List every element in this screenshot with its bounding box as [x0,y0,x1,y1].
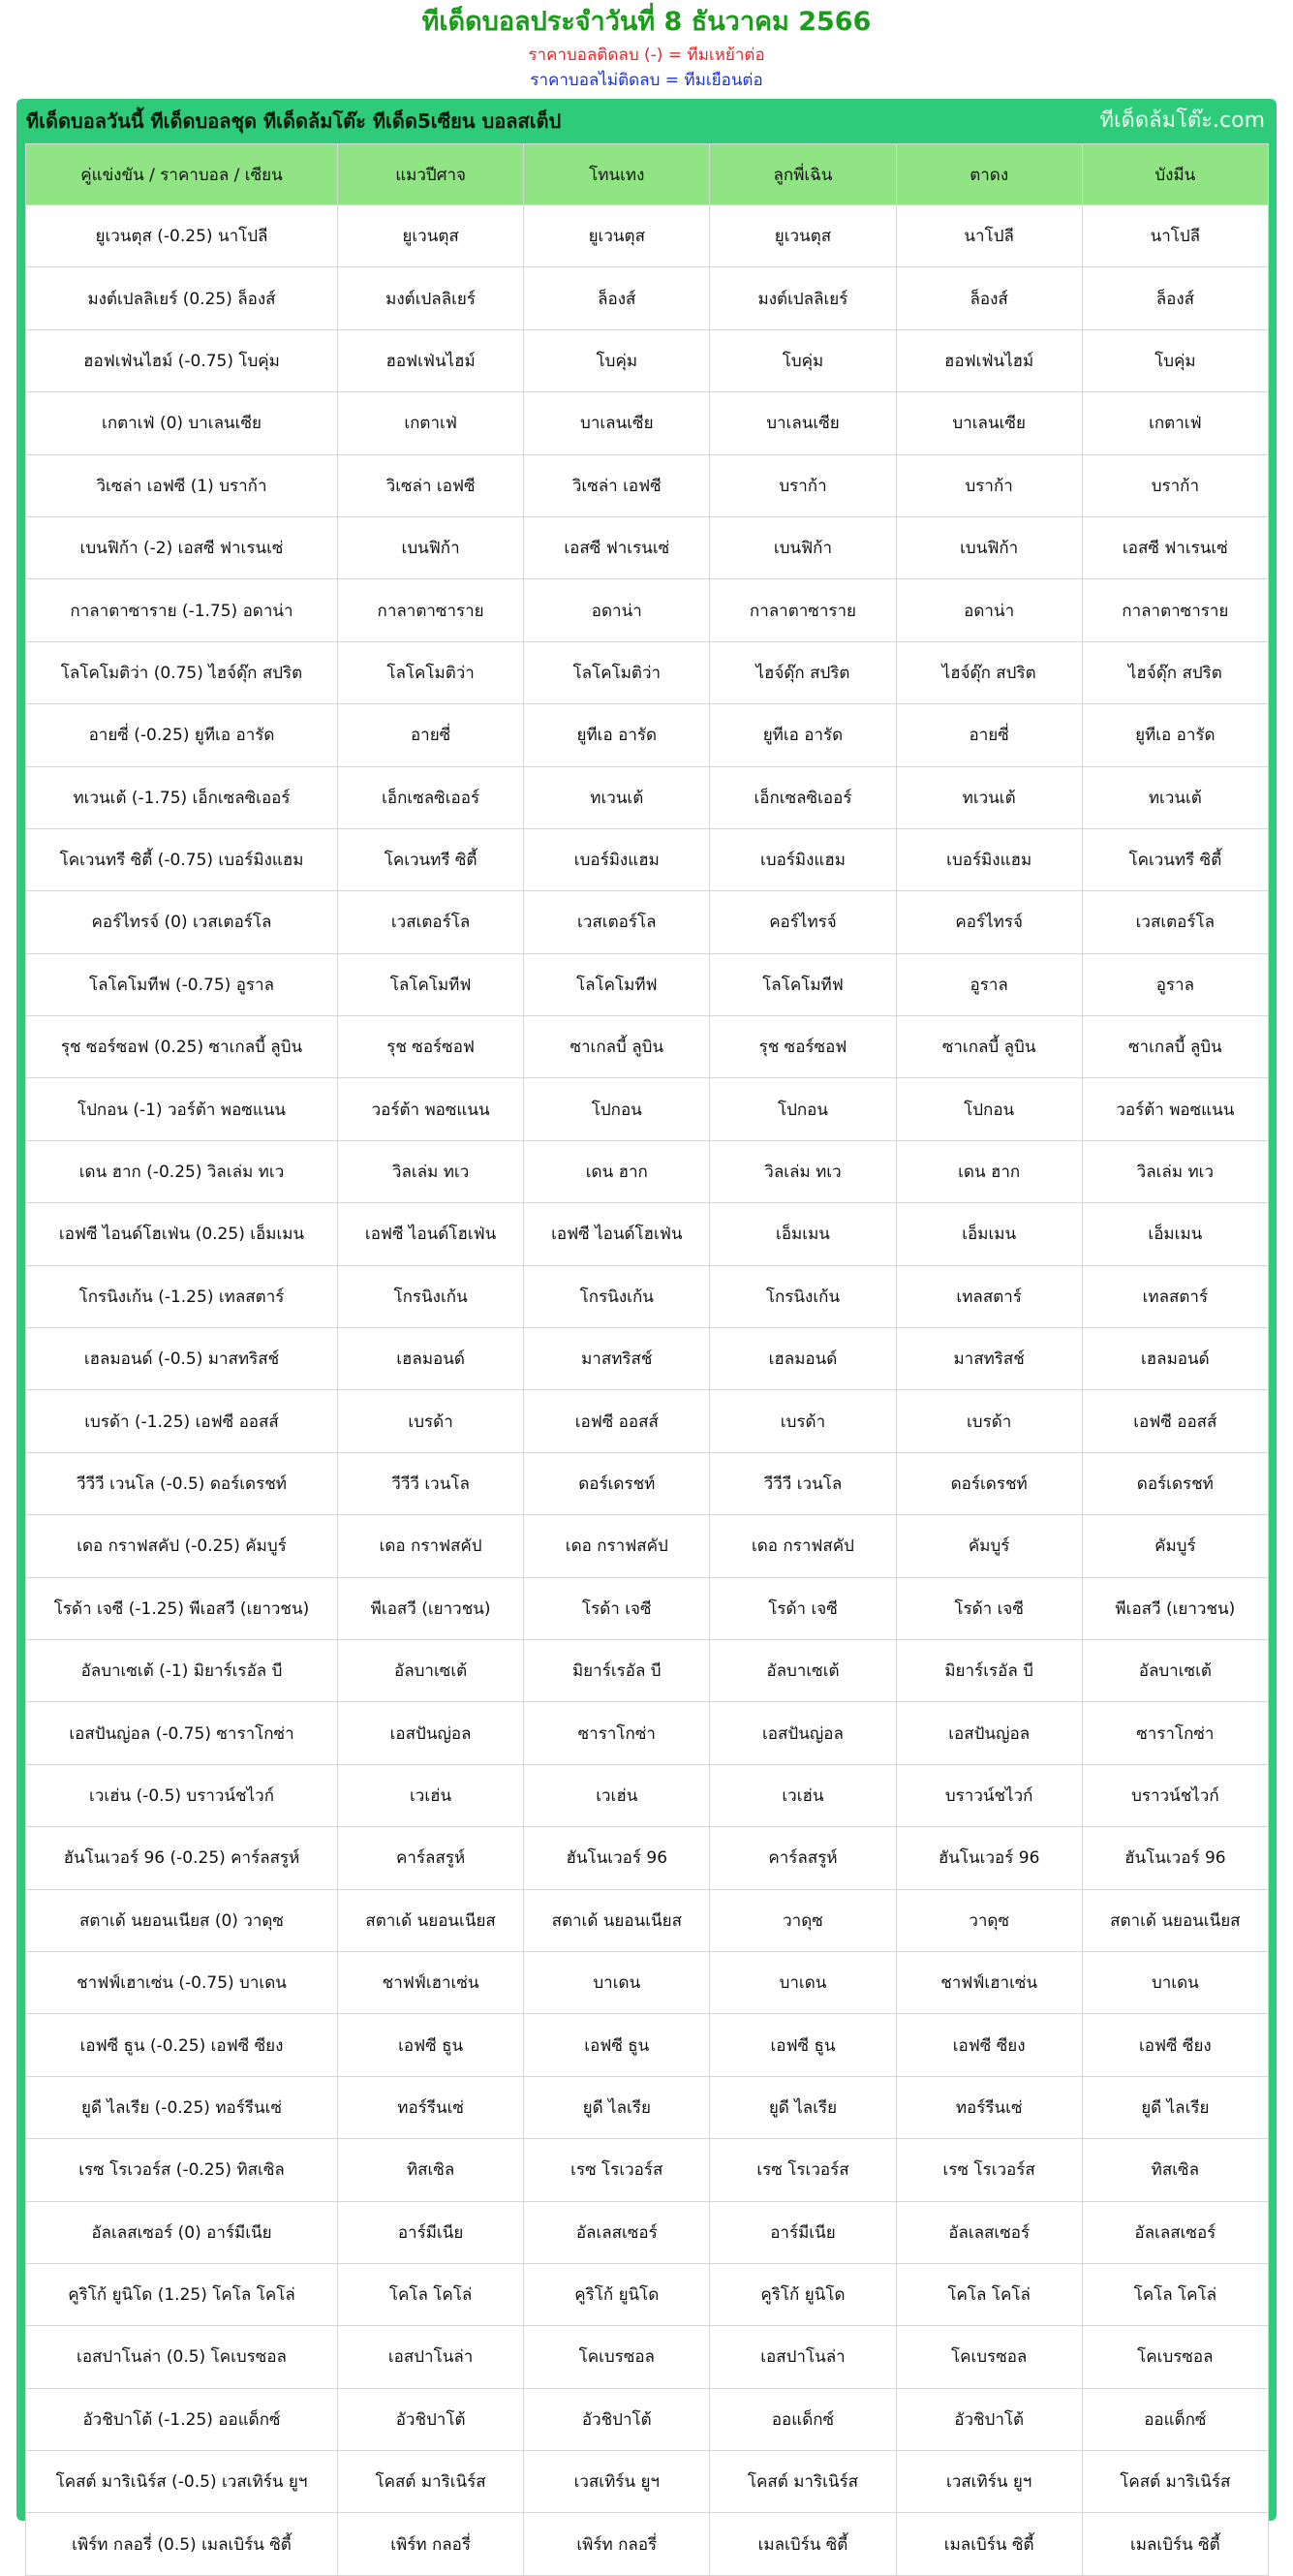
tip-cell: เวสเตอร์โล [1082,891,1268,953]
tip-cell: เอสปาโนล่า [710,2326,896,2388]
tip-cell: วาดุซ [710,1889,896,1951]
tip-cell: มาสทริสช์ [896,1328,1082,1390]
tip-cell: ทิสเซิล [1082,2139,1268,2201]
match-cell: อัลเลสเซอร์ (0) อาร์มีเนีย [26,2201,338,2263]
tip-cell: อัลเลสเซอร์ [896,2201,1082,2263]
table-row [26,1328,1269,1390]
tip-cell: วิเซล่า เอฟซี [524,454,710,516]
match-cell: ชาฟฟ์เฮาเซ่น (-0.75) บาเดน [26,1951,338,2013]
tip-cell: เอ็กเซลซิเออร์ [338,766,524,828]
tip-cell: คอร์ไทรจ์ [896,891,1082,953]
tip-cell: ล็องส์ [1082,267,1268,329]
tip-cell: วีวีวี เวนโล [338,1452,524,1514]
tip-cell: วิเซล่า เอฟซี [338,454,524,516]
table-row [26,1016,1269,1078]
tip-cell: บาเดน [710,1951,896,2013]
tip-cell: บาเดน [1082,1951,1268,2013]
tip-cell: บาเลนเซีย [710,392,896,454]
tip-cell: โรด้า เจซี [524,1577,710,1639]
table-row [26,828,1269,890]
panel-title: ทีเด็ดบอลวันนี้ ทีเด็ดบอลชุด ทีเด็ดล้มโต๊ะ ทีเด็ด5เซียน บอลสเต็ป [26,109,562,133]
table-row [26,516,1269,578]
tip-cell: เบรด้า [710,1390,896,1452]
tip-cell: โลโคโมทีฟ [524,953,710,1015]
tip-cell: อดาน่า [524,579,710,641]
tip-cell: คัมบูร์ [1082,1515,1268,1577]
tip-cell: ชาฟฟ์เฮาเซ่น [338,1951,524,2013]
tip-cell: ดอร์เดรชท์ [1082,1452,1268,1514]
tip-cell: ทอร์รีนเซ่ [896,2076,1082,2138]
tip-cell: ยูเวนตุส [524,205,710,267]
tip-cell: วิลเล่ม ทเว [1082,1140,1268,1202]
tip-cell: เวสเตอร์โล [524,891,710,953]
tip-cell: ทเวนเต้ [896,766,1082,828]
tip-cell: โลโคโมติว่า [524,641,710,703]
table-row [26,1702,1269,1764]
tip-cell: ซาเกลบี้ ลูบิน [896,1016,1082,1078]
match-cell: โคสต์ มาริเนิร์ส (-0.5) เวสเทิร์น ยูฯ [26,2451,338,2513]
tip-cell: โลโคโมติว่า [338,641,524,703]
tip-cell: เอ็มเมน [710,1203,896,1265]
match-cell: เรซ โรเวอร์ส (-0.25) ทิสเซิล [26,2139,338,2201]
tip-cell: บราวน์ชไวก์ [1082,1764,1268,1826]
tip-cell: เมลเบิร์น ซิตี้ [1082,2513,1268,2575]
match-cell: ยูดี ไลเรีย (-0.25) ทอร์รีนเซ่ [26,2076,338,2138]
tip-cell: เอสซี ฟาเรนเซ่ [1082,516,1268,578]
tip-cell: อัลบาเซเต้ [710,1639,896,1701]
match-cell: เอสปาโนล่า (0.5) โคเบรซอล [26,2326,338,2388]
match-cell: วิเซล่า เอฟซี (1) บราก้า [26,454,338,516]
tip-cell: คาร์ลสรูห์ [338,1827,524,1889]
tip-cell: เอสปันญ่อล [710,1702,896,1764]
tip-cell: เมลเบิร์น ซิตี้ [710,2513,896,2575]
match-cell: ทเวนเต้ (-1.75) เอ็กเซลซิเออร์ [26,766,338,828]
match-cell: เฮลมอนด์ (-0.5) มาสทริสช์ [26,1328,338,1390]
table-row [26,1951,1269,2013]
table-row [26,1515,1269,1577]
match-cell: ฮันโนเวอร์ 96 (-0.25) คาร์ลสรูห์ [26,1827,338,1889]
tip-cell: ยูดี ไลเรีย [524,2076,710,2138]
tip-cell: กาลาตาซาราย [338,579,524,641]
column-header-tipster: โทนเทง [524,144,710,205]
tip-cell: ซาเกลบี้ ลูบิน [524,1016,710,1078]
tip-cell: เวเฮ่น [524,1764,710,1826]
tip-cell: อาร์มีเนีย [338,2201,524,2263]
tip-cell: ไฮจ์ดุ๊ก สปริต [896,641,1082,703]
tip-cell: วาดุซ [896,1889,1082,1951]
tip-cell: ออแด็กซ์ [710,2388,896,2450]
tip-cell: เบอร์มิงแฮม [710,828,896,890]
match-cell: โรด้า เจซี (-1.25) พีเอสวี (เยาวชน) [26,1577,338,1639]
match-cell: เพิร์ท กลอรี่ (0.5) เมลเบิร์น ซิตี้ [26,2513,338,2575]
table-row [26,205,1269,267]
tip-cell: บราวน์ชไวก์ [896,1764,1082,1826]
tip-cell: เอสปาโนล่า [338,2326,524,2388]
tip-cell: เวเฮ่น [710,1764,896,1826]
tip-cell: เดอ กราฟสคัป [710,1515,896,1577]
tip-cell: อดาน่า [896,579,1082,641]
table-row [26,1140,1269,1202]
tip-cell: เบอร์มิงแฮม [896,828,1082,890]
tip-cell: โคเบรซอล [524,2326,710,2388]
tip-cell: ไฮจ์ดุ๊ก สปริต [710,641,896,703]
tip-cell: โปกอน [896,1078,1082,1140]
tip-cell: มงต์เปลลิเยร์ [338,267,524,329]
tip-cell: ออแด็กซ์ [1082,2388,1268,2450]
table-body [26,205,1269,2576]
tip-cell: ล็องส์ [524,267,710,329]
site-brand[interactable]: ทีเด็ดล้มโต๊ะ.com [1099,109,1265,133]
table-row [26,2388,1269,2450]
tip-cell: ดอร์เดรชท์ [524,1452,710,1514]
tip-cell: เอ็มเมน [896,1203,1082,1265]
tip-cell: นาโปลี [1082,205,1268,267]
table-header-row [26,144,1269,205]
tip-cell: เอสปันญ่อล [896,1702,1082,1764]
match-cell: โลโคโมติว่า (0.75) ไฮจ์ดุ๊ก สปริต [26,641,338,703]
tip-cell: บราก้า [710,454,896,516]
tip-cell: เบนฟิก้า [896,516,1082,578]
match-cell: เดอ กราฟสคัป (-0.25) คัมบูร์ [26,1515,338,1577]
match-cell: โกรนิงเก้น (-1.25) เทลสตาร์ [26,1265,338,1327]
tip-cell: บราก้า [896,454,1082,516]
tip-cell: อูราล [896,953,1082,1015]
tip-cell: โปกอน [524,1078,710,1140]
tip-cell: เอฟซี ธูน [524,2014,710,2076]
tips-panel [16,99,1277,2555]
match-cell: อัลบาเซเต้ (-1) มิยาร์เรอัล บี [26,1639,338,1701]
tip-cell: เอฟซี ออสส์ [524,1390,710,1452]
tip-cell: โคสต์ มาริเนิร์ส [1082,2451,1268,2513]
tip-cell: โคสต์ มาริเนิร์ส [710,2451,896,2513]
tip-cell: เวเฮ่น [338,1764,524,1826]
tip-cell: เวสเตอร์โล [338,891,524,953]
tip-cell: เวสเทิร์น ยูฯ [896,2451,1082,2513]
tip-cell: อาร์มีเนีย [710,2201,896,2263]
tip-cell: พีเอสวี (เยาวชน) [338,1577,524,1639]
tip-cell: บาเดน [524,1951,710,2013]
tip-cell: เบนฟิก้า [338,516,524,578]
tip-cell: โลโคโมทีฟ [710,953,896,1015]
column-header-tipster: บังมีน [1082,144,1268,205]
table-row [26,641,1269,703]
tip-cell: รุช ซอร์ซอฟ [338,1016,524,1078]
tip-cell: ล็องส์ [896,267,1082,329]
tip-cell: มาสทริสช์ [524,1328,710,1390]
tip-cell: โกรนิงเก้น [524,1265,710,1327]
column-header-tipster: แมวปีศาจ [338,144,524,205]
table-row [26,1639,1269,1701]
tip-cell: บราก้า [1082,454,1268,516]
tip-cell: อัวชิปาโต้ [896,2388,1082,2450]
tip-cell: เอฟซี ซียง [896,2014,1082,2076]
tip-cell: ทเวนเต้ [1082,766,1268,828]
tip-cell: โคสต์ มาริเนิร์ส [338,2451,524,2513]
tip-cell: เพิร์ท กลอรี่ [524,2513,710,2575]
tip-cell: เอสปันญ่อล [338,1702,524,1764]
tip-cell: นาโปลี [896,205,1082,267]
match-cell: กาลาตาซาราย (-1.75) อดาน่า [26,579,338,641]
tip-cell: เอฟซี ออสส์ [1082,1390,1268,1452]
tip-cell: คูริโก้ ยูนิโด [524,2263,710,2325]
tip-cell: โรด้า เจซี [710,1577,896,1639]
tip-cell: เอฟซี ธูน [338,2014,524,2076]
tip-cell: ยูทีเอ อารัด [1082,704,1268,766]
tip-cell: ยูดี ไลเรีย [1082,2076,1268,2138]
tip-cell: ฮอฟเฟ่นไฮม์ [896,329,1082,391]
tip-cell: ดอร์เดรชท์ [896,1452,1082,1514]
tip-cell: มิยาร์เรอัล บี [896,1639,1082,1701]
tip-cell: เรซ โรเวอร์ส [710,2139,896,2201]
table-row [26,1577,1269,1639]
tip-cell: สตาเด้ นยอนเนียส [1082,1889,1268,1951]
tip-cell: อัวชิปาโต้ [338,2388,524,2450]
tip-cell: ฮันโนเวอร์ 96 [896,1827,1082,1889]
match-cell: คอร์ไทรจ์ (0) เวสเตอร์โล [26,891,338,953]
tip-cell: ยูเวนตุส [338,205,524,267]
tip-cell: สตาเด้ นยอนเนียส [338,1889,524,1951]
tip-cell: ซาราโกซ่า [1082,1702,1268,1764]
tip-cell: เบอร์มิงแฮม [524,828,710,890]
tips-table [25,143,1269,2576]
tip-cell: คาร์ลสรูห์ [710,1827,896,1889]
tip-cell: เดน ฮาก [524,1140,710,1202]
tip-cell: โลโคโมทีฟ [338,953,524,1015]
tip-cell: เกตาเฟ่ [338,392,524,454]
tip-cell: เฮลมอนด์ [710,1328,896,1390]
table-row [26,704,1269,766]
tip-cell: ฮันโนเวอร์ 96 [524,1827,710,1889]
tip-cell: ฮันโนเวอร์ 96 [1082,1827,1268,1889]
tip-cell: เรซ โรเวอร์ส [896,2139,1082,2201]
table-row [26,1827,1269,1889]
match-cell: รุช ซอร์ซอฟ (0.25) ซาเกลบี้ ลูบิน [26,1016,338,1078]
tip-cell: เบรด้า [896,1390,1082,1452]
tip-cell: บาเลนเซีย [896,392,1082,454]
panel-header [16,99,1277,143]
tip-cell: รุช ซอร์ซอฟ [710,1016,896,1078]
tip-cell: เวสเทิร์น ยูฯ [524,2451,710,2513]
tip-cell: โกรนิงเก้น [338,1265,524,1327]
table-row [26,329,1269,391]
match-cell: โลโคโมทีฟ (-0.75) อูราล [26,953,338,1015]
match-cell: วีวีวี เวนโล (-0.5) ดอร์เดรชท์ [26,1452,338,1514]
tip-cell: วอร์ต้า พอซแนน [338,1078,524,1140]
table-row [26,579,1269,641]
tip-cell: คูริโก้ ยูนิโด [710,2263,896,2325]
tip-cell: เดน ฮาก [896,1140,1082,1202]
table-row [26,2451,1269,2513]
tip-cell: คัมบูร์ [896,1515,1082,1577]
table-row [26,1390,1269,1452]
match-cell: เดน ฮาก (-0.25) วิลเล่ม ทเว [26,1140,338,1202]
match-cell: เบรด้า (-1.25) เอฟซี ออสส์ [26,1390,338,1452]
column-header-match: คู่แข่งขัน / ราคาบอล / เซียน [26,144,338,205]
tip-cell: โคโล โคโล่ [338,2263,524,2325]
match-cell: เอฟซี ธูน (-0.25) เอฟซี ซียง [26,2014,338,2076]
tip-cell: โกรนิงเก้น [710,1265,896,1327]
match-cell: ยูเวนตุส (-0.25) นาโปลี [26,205,338,267]
table-row [26,1203,1269,1265]
tip-cell: ไฮจ์ดุ๊ก สปริต [1082,641,1268,703]
tip-cell: เทลสตาร์ [1082,1265,1268,1327]
tip-cell: อูราล [1082,953,1268,1015]
match-cell: เบนฟิก้า (-2) เอสซี ฟาเรนเซ่ [26,516,338,578]
tip-cell: เดอ กราฟสคัป [338,1515,524,1577]
tip-cell: เฮลมอนด์ [338,1328,524,1390]
table-row [26,766,1269,828]
table-row [26,2076,1269,2138]
tip-cell: กาลาตาซาราย [710,579,896,641]
table-row [26,1452,1269,1514]
table-row [26,392,1269,454]
note-positive-handicap: ราคาบอลไม่ติดลบ = ทีมเยือนต่อ [530,71,763,90]
tip-cell: วิลเล่ม ทเว [338,1140,524,1202]
tip-cell: โปกอน [710,1078,896,1140]
tip-cell: พีเอสวี (เยาวชน) [1082,1577,1268,1639]
table-row [26,454,1269,516]
tip-cell: เอฟซี ธูน [710,2014,896,2076]
tip-cell: เรซ โรเวอร์ส [524,2139,710,2201]
tip-cell: โคโล โคโล่ [896,2263,1082,2325]
match-cell: เกตาเฟ่ (0) บาเลนเซีย [26,392,338,454]
tip-cell: โคเวนทรี ซิตี้ [1082,828,1268,890]
tip-cell: ทอร์รีนเซ่ [338,2076,524,2138]
tip-cell: เพิร์ท กลอรี่ [338,2513,524,2575]
tip-cell: บาเลนเซีย [524,392,710,454]
table-row [26,2263,1269,2325]
tip-cell: วีวีวี เวนโล [710,1452,896,1514]
match-cell: สตาเด้ นยอนเนียส (0) วาดุซ [26,1889,338,1951]
tip-cell: วอร์ต้า พอซแนน [1082,1078,1268,1140]
tip-cell: อัลเลสเซอร์ [524,2201,710,2263]
tip-cell: เกตาเฟ่ [1082,392,1268,454]
match-cell: อัวชิปาโต้ (-1.25) ออแด็กซ์ [26,2388,338,2450]
tip-cell: โคโล โคโล่ [1082,2263,1268,2325]
tip-cell: เอฟซี ไอนด์โฮเฟ่น [338,1203,524,1265]
tip-cell: ทิสเซิล [338,2139,524,2201]
table-row [26,2139,1269,2201]
match-cell: ฮอฟเฟ่นไฮม์ (-0.75) โบคุ่ม [26,329,338,391]
tip-cell: เฮลมอนด์ [1082,1328,1268,1390]
match-cell: อายซี่ (-0.25) ยูทีเอ อารัด [26,704,338,766]
tip-cell: ชาฟฟ์เฮาเซ่น [896,1951,1082,2013]
column-header-tipster: ลูกพี่เฉิน [710,144,896,205]
table-row [26,2201,1269,2263]
tip-cell: อัวชิปาโต้ [524,2388,710,2450]
table-row [26,2326,1269,2388]
tip-cell: ยูทีเอ อารัด [524,704,710,766]
table-row [26,1265,1269,1327]
tip-cell: อัลเลสเซอร์ [1082,2201,1268,2263]
tip-cell: เอฟซี ซียง [1082,2014,1268,2076]
tip-cell: โรด้า เจซี [896,1577,1082,1639]
tip-cell: เมลเบิร์น ซิตี้ [896,2513,1082,2575]
page-title: ทีเด็ดบอลประจำวันที่ 8 ธันวาคม 2566 [421,7,872,37]
tip-cell: โคเวนทรี ซิตี้ [338,828,524,890]
tip-cell: มงต์เปลลิเยร์ [710,267,896,329]
tip-cell: เอสซี ฟาเรนเซ่ [524,516,710,578]
tip-cell: โบคุ่ม [710,329,896,391]
table-row [26,953,1269,1015]
tip-cell: ยูดี ไลเรีย [710,2076,896,2138]
tip-cell: โบคุ่ม [524,329,710,391]
tip-cell: เบนฟิก้า [710,516,896,578]
tip-cell: ทเวนเต้ [524,766,710,828]
tip-cell: เบรด้า [338,1390,524,1452]
table-row [26,891,1269,953]
match-cell: เอฟซี ไอนด์โฮเฟ่น (0.25) เอ็มเมน [26,1203,338,1265]
table-row [26,1078,1269,1140]
match-cell: โปกอน (-1) วอร์ต้า พอซแนน [26,1078,338,1140]
match-cell: คูริโก้ ยูนิโด (1.25) โคโล โคโล่ [26,2263,338,2325]
tip-cell: ยูทีเอ อารัด [710,704,896,766]
table-row [26,267,1269,329]
tip-cell: เทลสตาร์ [896,1265,1082,1327]
tip-cell: เอฟซี ไอนด์โฮเฟ่น [524,1203,710,1265]
column-header-tipster: ตาดง [896,144,1082,205]
match-cell: มงต์เปลลิเยร์ (0.25) ล็องส์ [26,267,338,329]
match-cell: โคเวนทรี ซิตี้ (-0.75) เบอร์มิงแฮม [26,828,338,890]
tip-cell: ยูเวนตุส [710,205,896,267]
tip-cell: กาลาตาซาราย [1082,579,1268,641]
tip-cell: โคเบรซอล [1082,2326,1268,2388]
tip-cell: ซาเกลบี้ ลูบิน [1082,1016,1268,1078]
table-row [26,2014,1269,2076]
tip-cell: อายซี่ [338,704,524,766]
match-cell: เอสปันญ่อล (-0.75) ซาราโกซ่า [26,1702,338,1764]
table-row [26,2513,1269,2575]
tip-cell: อายซี่ [896,704,1082,766]
tip-cell: วิลเล่ม ทเว [710,1140,896,1202]
tip-cell: สตาเด้ นยอนเนียส [524,1889,710,1951]
tip-cell: อัลบาเซเต้ [1082,1639,1268,1701]
tip-cell: โคเบรซอล [896,2326,1082,2388]
tip-cell: คอร์ไทรจ์ [710,891,896,953]
table-row [26,1889,1269,1951]
tip-cell: เอ็กเซลซิเออร์ [710,766,896,828]
table-row [26,1764,1269,1826]
tip-cell: เดอ กราฟสคัป [524,1515,710,1577]
tip-cell: เอ็มเมน [1082,1203,1268,1265]
note-negative-handicap: ราคาบอลติดลบ (-) = ทีมเหย้าต่อ [528,46,765,65]
tip-cell: ฮอฟเฟ่นไฮม์ [338,329,524,391]
tip-cell: อัลบาเซเต้ [338,1639,524,1701]
tip-cell: มิยาร์เรอัล บี [524,1639,710,1701]
tip-cell: ซาราโกซ่า [524,1702,710,1764]
match-cell: เวเฮ่น (-0.5) บราวน์ชไวก์ [26,1764,338,1826]
tip-cell: โบคุ่ม [1082,329,1268,391]
